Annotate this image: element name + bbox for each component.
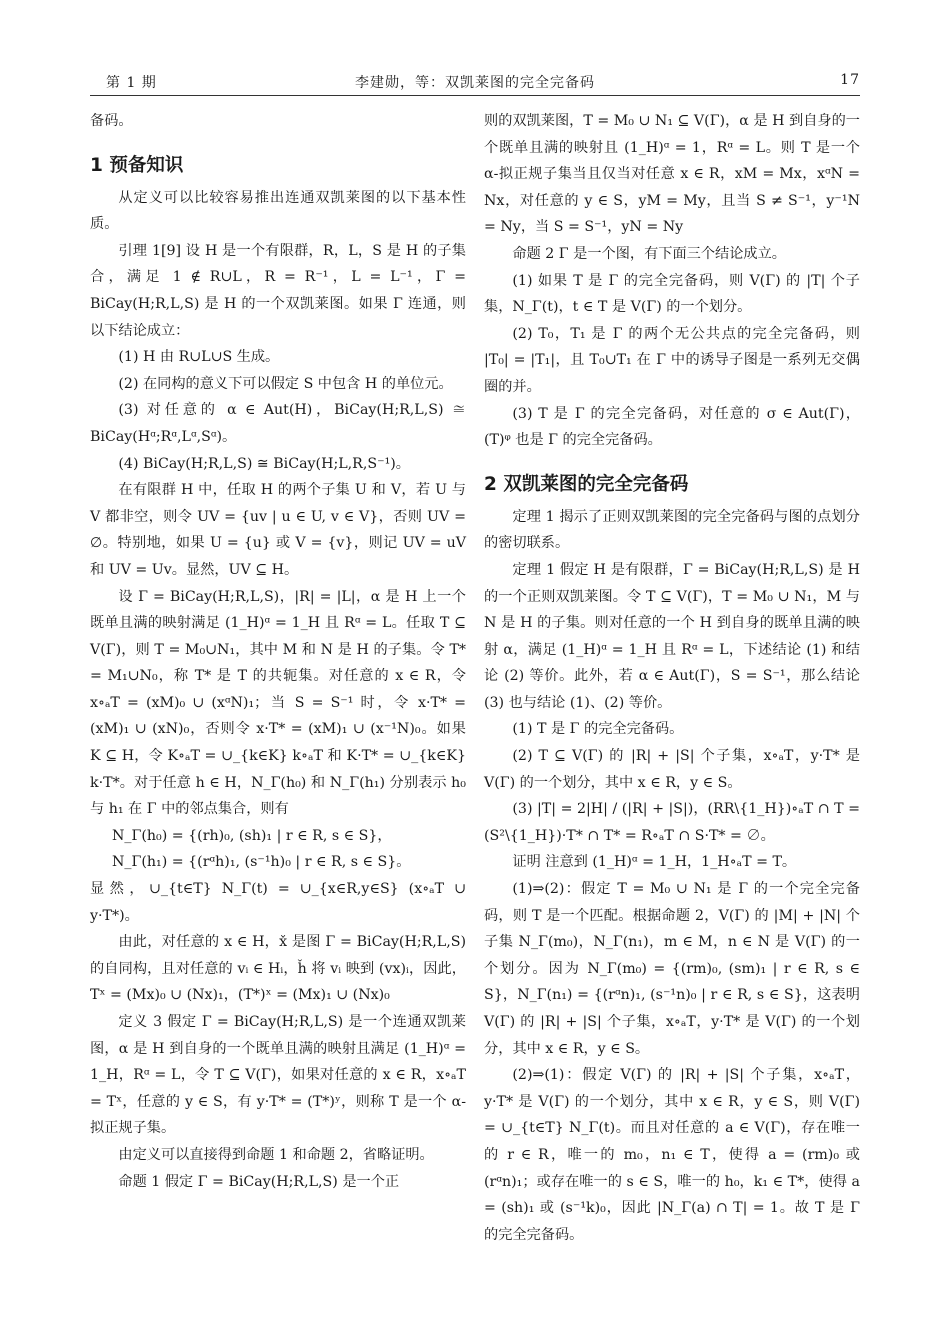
left-column [90, 108, 466, 1195]
proof-start: 证明 注意到 (1_H)ᵅ = 1_H，1_H∘ₐT = T。 [512, 854, 797, 871]
section-heading-1: 1 预备知识 [90, 154, 184, 176]
equation-neighbors-h0: N_Γ(h₀) = {(rh)₀, (sh)₁ | r ∈ R, s ∈ S}， [112, 827, 392, 844]
running-header [90, 64, 860, 94]
lemma-1: 引理 1[9] 设 H 是一个有限群，R，L，S 是 H 的子集合，满足 1 ∉ R∪L，R = R⁻¹，L = L⁻¹，Γ = BiCay(H;R,L,S) 是 H 的一个双凯莱图。如果 Γ 连通，则以下结论成立： [90, 242, 466, 339]
paragraph-continuation: 备码。 [90, 113, 133, 129]
definition-3: 定义 3 假定 Γ = BiCay(H;R,L,S) 是一个连通双凯莱图，α 是 H 到自身的一个既单且满的映射且满足 (1_H)ᵅ = 1_H，Rᵅ = L，令 T ⊆ V(Γ)，如果对任意的 x ∈ R，x∘ₐT = Tˣ，任意的 y ∈ S，有 y·T* = (T*)ʸ，则称 T 是一个 α-拟正规子集。 [90, 1014, 466, 1137]
proposition-1-continuation: 则的双凯莱图，T = M₀ ∪ N₁ ⊆ V(Γ)，α 是 H 到自身的一个既单且满的映射且 (1_H)ᵅ = 1，Rᵅ = L。则 T 是一个 α-拟正规子集当且仅当对任意 x ∈ R，xM = Mx，xᵅN = Nx，对任意的 y ∈ S，yM = My，且当 S ≠ S⁻¹，y⁻¹N = Ny，当 S = S⁻¹，yN = Ny [484, 113, 860, 236]
proof-2-to-1: (2)⇒(1)：假定 V(Γ) 的 |R| + |S| 个子集，x∘ₐT，y·T* 是 V(Γ) 的一个划分，其中 x ∈ R，y ∈ S，则 V(Γ) = ∪_{t∈T} N_Γ(t)。而且对任意的 a ∈ V(Γ)，存在唯一的 r ∈ R，唯一的 m₀，n₁ ∈ T，使得 a = (rm)₀ 或 (rᵅn)₁；或存在唯一的 s ∈ S，唯一的 h₀，k₁ ∈ T*，使得 a = (sh)₁ 或 (s⁻¹k)₀，因此 |N_Γ(a) ∩ T| = 1。故 T 是 Γ 的完全完备码。 [484, 1067, 860, 1243]
theorem-1: 定理 1 假定 H 是有限群，Γ = BiCay(H;R,L,S) 是 H 的一个正则双凯莱图。令 T ⊆ V(Γ)，T = M₀ ∪ N₁，M 与 N 是 H 的子集。则对任意的一个 H 到自身的既单且满的映射 α，满足 (1_H)ᵅ = 1_H 且 Rᵅ = L，下述结论 (1) 和结论 (2) 等价。此外，若 α ∈ Aut(Γ)，S = S⁻¹，那么结论 (3) 也与结论 (1)、(2) 等价。 [484, 561, 860, 711]
issue-number: 第 1 期 [106, 75, 157, 91]
paragraph-automorphism: 由此，对任意的 x ∈ H，x̌ 是图 Γ = BiCay(H;R,L,S) 的自同构，且对任意的 vᵢ ∈ Hᵢ，ȟ 将 vᵢ 映到 (vx)ᵢ，因此，Tˣ = (Mx)₀ ∪ (Nx)₁，(T*)ˣ = (Mx)₁ ∪ (Nx)₀ [90, 934, 466, 1004]
paragraph-intro: 从定义可以比较容易推出连通双凯莱图的以下基本性质。 [90, 189, 466, 233]
paragraph-subsets: 在有限群 H 中，任取 H 的两个子集 U 和 V，若 U 与 V 都非空，则令 UV = {uv | u ∈ U, v ∈ V}，否则 UV = ∅。特别地，如果 U = {u} 或 V = {v}，则记 UV = uV 和 UV = Uv。显然，UV ⊆ H。 [90, 482, 466, 578]
paragraph-propositions: 由定义可以直接得到命题 1 和命题 2，省略证明。 [118, 1146, 434, 1163]
right-column [484, 108, 860, 1248]
lemma-item-4: (4) BiCay(H;R,L,S) ≅ BiCay(H;L,R,S⁻¹)。 [118, 455, 410, 472]
section-heading-2: 2 双凯莱图的完全完备码 [484, 473, 689, 495]
lemma-item-2: (2) 在同构的意义下可以假定 S 中包含 H 的单位元。 [118, 375, 453, 392]
proposition-2: 命题 2 Γ 是一个图，有下面三个结论成立。 [512, 245, 786, 262]
proposition-2-item-3: (3) T 是 Γ 的完全完备码，对任意的 σ ∈ Aut(Γ)，(T)ᵠ 也是 Γ 的完全完备码。 [484, 405, 860, 449]
theorem-item-2: (2) T ⊆ V(Γ) 的 |R| + |S| 个子集，x∘ₐT，y·T* 是 V(Γ) 的一个划分，其中 x ∈ R，y ∈ S。 [484, 748, 860, 791]
theorem-item-1: (1) T 是 Γ 的完全完备码。 [512, 721, 684, 738]
lemma-item-3: (3) 对任意的 α ∈ Aut(H)，BiCay(H;R,L,S) ≅ BiCay(Hᵅ;Rᵅ,Lᵅ,Sᵅ)。 [90, 402, 466, 445]
page-number: 17 [840, 72, 860, 88]
theorem-item-3: (3) |T| = 2|H| / (|R| + |S|)，(RR\{1_H})∘ₐT ∩ T = (S²\{1_H})·T* ∩ T* = R∘ₐT ∩ S·T* = ∅。 [484, 801, 860, 844]
paragraph-conjugate-set: 设 Γ = BiCay(H;R,L,S)，|R| = |L|，α 是 H 上一个既单且满的映射满足 (1_H)ᵅ = 1_H 且 Rᵅ = L。任取 T ⊆ V(Γ)，则 T = M₀∪N₁，其中 M 和 N 是 H 的子集。令 T* = M₁∪N₀，称 T* 是 T 的共轭集。对任意的 x ∈ R，令 x∘ₐT = (xM)₀ ∪ (xᵅN)₁；当 S = S⁻¹ 时，令 x·T* = (xM)₁ ∪ (xN)₀，否则令 x·T* = (xM)₁ ∪ (x⁻¹N)₀。如果 K ⊆ H，令 K∘ₐT = ∪_{k∈K} k∘ₐT 和 K·T* = ∪_{k∈K} k·T*。对于任意 h ∈ H，N_Γ(h₀) 和 N_Γ(h₁) 分别表示 h₀ 与 h₁ 在 Γ 中的邻点集合，则有 [90, 588, 466, 818]
header-rule [90, 95, 860, 96]
proof-1-to-2: (1)⇒(2)：假定 T = M₀ ∪ N₁ 是 Γ 的一个完全完备码，则 T 是一个匹配。根据命题 2，V(Γ) 的 |M| + |N| 个子集 N_Γ(m₀)，N_Γ(n₁)，m ∈ M，n ∈ N 是 V(Γ) 的一个划分。因为 N_Γ(m₀) = {(rm)₀, (sm)₁ | r ∈ R, s ∈ S}，N_Γ(n₁) = {(rᵅn)₁, (s⁻¹n)₀ | r ∈ R, s ∈ S}，这表明 V(Γ) 的 |R| + |S| 个子集，x∘ₐT，y·T* 是 V(Γ) 的一个划分，其中 x ∈ R，y ∈ S。 [484, 881, 860, 1057]
equation-neighbors-h1: N_Γ(h₁) = {(rᵅh)₁, (s⁻¹h)₀ | r ∈ R, s ∈ S}。 [112, 854, 411, 871]
lemma-item-1: (1) H 由 R∪L∪S 生成。 [118, 349, 280, 366]
proposition-2-item-1: (1) 如果 T 是 Γ 的完全完备码，则 V(Γ) 的 |T| 个子集，N_Γ(t)，t ∈ T 是 V(Γ) 的一个划分。 [484, 272, 860, 316]
running-title: 李建勋，等：双凯莱图的完全完备码 [355, 75, 595, 91]
paragraph-theorem-intro: 定理 1 揭示了正则双凯莱图的完全完备码与图的点划分的密切联系。 [484, 508, 860, 552]
proposition-2-item-2: (2) T₀，T₁ 是 Γ 的两个无公共点的完全完备码，则 |T₀| = |T₁|，且 T₀∪T₁ 在 Γ 中的诱导子图是一系列无交偶圈的并。 [484, 325, 860, 395]
equation-union: 显然，∪_{t∈T} N_Γ(t) = ∪_{x∈R,y∈S} (x∘ₐT ∪ y·T*)。 [90, 881, 466, 924]
proposition-1-start: 命题 1 假定 Γ = BiCay(H;R,L,S) 是一个正 [118, 1173, 400, 1190]
